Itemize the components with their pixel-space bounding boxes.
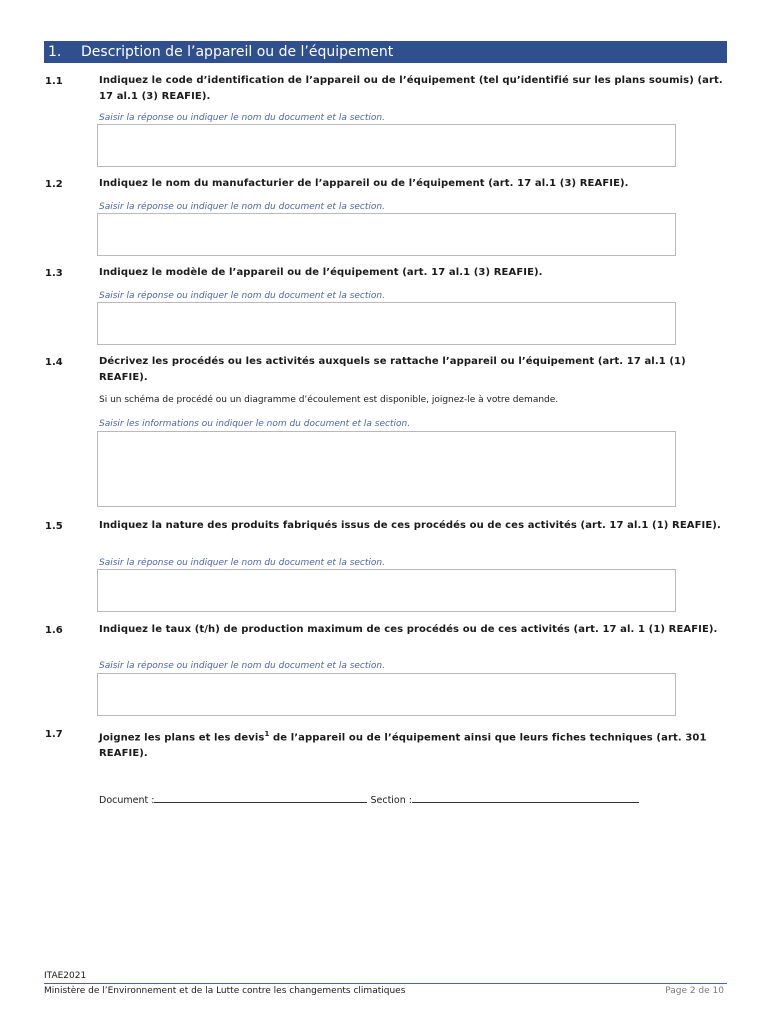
page-number: Page 2 de 10	[665, 986, 724, 996]
question-note: Si un schéma de procédé ou un diagramme d’écoulement est disponible, joignez-le à votre demande.	[99, 395, 559, 405]
answer-field[interactable]	[97, 213, 676, 256]
question-number: 1.1	[45, 76, 63, 87]
section-number: 1.	[48, 44, 62, 60]
answer-field[interactable]	[97, 302, 676, 345]
answer-field[interactable]	[97, 124, 676, 167]
section-label: Section :	[370, 795, 412, 806]
question-number: 1.7	[45, 729, 63, 740]
answer-field[interactable]	[97, 431, 676, 507]
question-text	[99, 726, 727, 762]
footer-divider	[44, 983, 727, 984]
question-text: Indiquez la nature des produits fabriqués issus de ces procédés ou de ces activités (art. 17 al.1 (1) REAFIE).	[99, 520, 721, 531]
form-code: ITAE2021	[44, 971, 87, 981]
answer-hint: Saisir la réponse ou indiquer le nom du document et la section.	[99, 558, 385, 568]
answer-hint: Saisir la réponse ou indiquer le nom du document et la section.	[99, 202, 385, 212]
section-blank[interactable]	[412, 792, 639, 803]
section-title: Description de l’appareil ou de l’équipement	[81, 44, 394, 60]
question-text: Indiquez le taux (t/h) de production maximum de ces procédés ou de ces activités (art. 17 al. 1 (1) REAFIE).	[99, 624, 718, 635]
question-number: 1.2	[45, 179, 63, 190]
question-number: 1.4	[45, 357, 63, 368]
answer-field[interactable]	[97, 673, 676, 716]
question-text-part: de l’appareil ou de l’équipement ainsi que leurs fiches techniques (art. 301 REAFIE).	[99, 732, 707, 760]
answer-hint: Saisir la réponse ou indiquer le nom du document et la section.	[99, 661, 385, 671]
footnote-marker[interactable]: 1	[264, 730, 270, 738]
document-label: Document :	[99, 795, 155, 806]
answer-hint: Saisir la réponse ou indiquer le nom du document et la section.	[99, 291, 385, 301]
question-text: Décrivez les procédés ou les activités auxquels se rattache l’appareil ou l’équipement (art. 17 al.1 (1) REAFIE).	[99, 356, 686, 383]
question-number: 1.5	[45, 521, 63, 532]
answer-hint: Saisir les informations ou indiquer le nom du document et la section.	[99, 419, 411, 429]
question-text: Indiquez le modèle de l’appareil ou de l’équipement (art. 17 al.1 (3) REAFIE).	[99, 267, 543, 278]
answer-field[interactable]	[97, 569, 676, 612]
question-text-part: Joignez les plans et les devis	[99, 732, 265, 744]
document-blank[interactable]	[154, 792, 367, 803]
question-text: Indiquez le code d’identification de l’appareil ou de l’équipement (tel qu’identifié sur les plans soumis) (art. 17 al.1 (3) REAFIE).	[99, 75, 723, 102]
ministry-name: Ministère de l’Environnement et de la Lutte contre les changements climatiques	[44, 986, 406, 996]
question-number: 1.6	[45, 625, 63, 636]
document-reference-line	[99, 792, 639, 806]
question-text: Indiquez le nom du manufacturier de l’appareil ou de l’équipement (art. 17 al.1 (3) REAFIE).	[99, 178, 629, 189]
answer-hint: Saisir la réponse ou indiquer le nom du document et la section.	[99, 113, 385, 123]
question-number: 1.3	[45, 268, 63, 279]
section-header	[44, 41, 727, 63]
